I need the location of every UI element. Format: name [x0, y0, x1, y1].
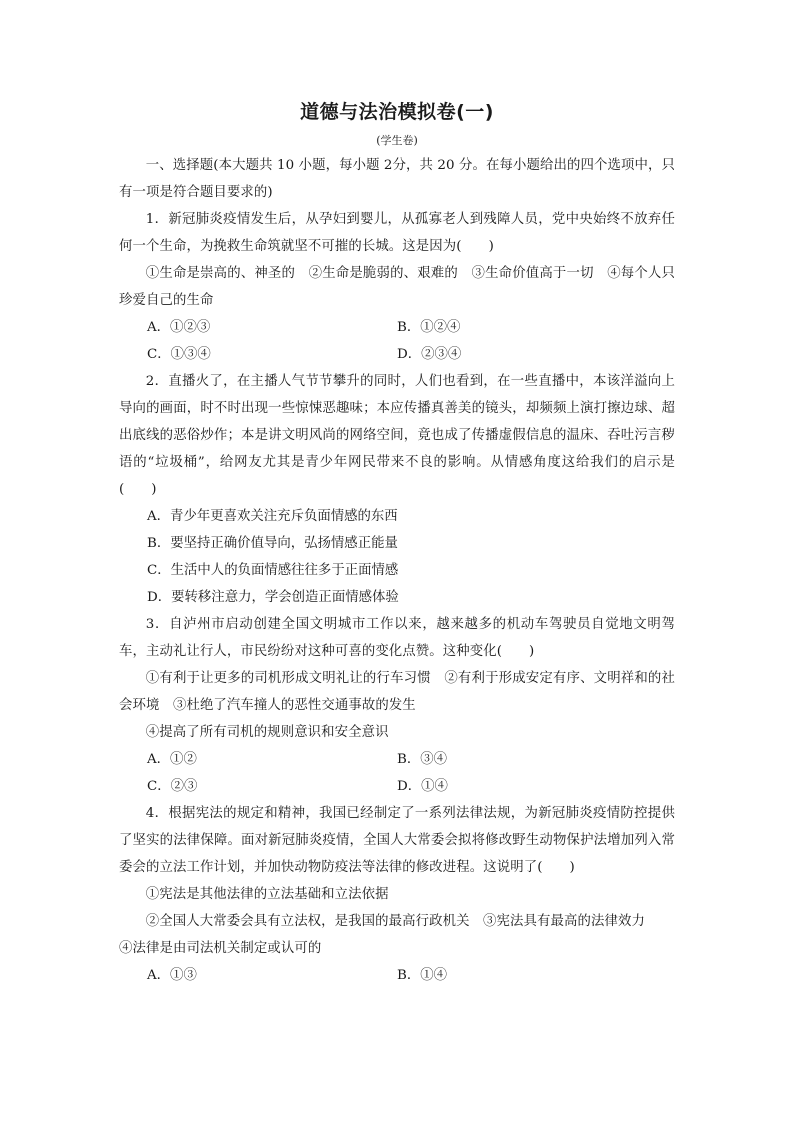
question-3-stem: 3．自泸州市启动创建全国文明城市工作以来，越来越多的机动车驾驶员自觉地文明驾车，主动礼让行人，市民纷纷对这种可喜的变化点赞。这种变化( ): [119, 617, 675, 659]
option-b[interactable]: B．要坚持正确价值导向，弘扬情感正能量: [147, 536, 398, 551]
option-b[interactable]: B．③④: [397, 752, 448, 767]
option-a[interactable]: A．①②: [147, 752, 197, 767]
page-title: 道德与法治模拟卷(一): [300, 101, 494, 123]
question-4-statements: ①宪法是其他法律的立法基础和立法依据: [145, 887, 389, 902]
question-1-options-row-1: [119, 314, 675, 341]
question-1-stem: 1．新冠肺炎疫情发生后，从孕妇到婴儿，从孤寡老人到残障人员，党中央始终不放弃任何一个生命，为挽救生命筑就坚不可摧的长城。这是因为( ): [119, 212, 675, 254]
question-2-stem: 2．直播火了，在主播人气节节攀升的同时，人们也看到，在一些直播中，本该洋溢向上导向的画面，时不时出现一些惊悚恶趣味；本应传播真善美的镜头，却频频上演打擦边球、超出底线的恶俗炒作；本是讲文明风尚的网络空间，竟也成了传播虚假信息的温床、吞吐污言秽语的“垃圾桶”，给网友尤其是青少年网民带来不良的影响。从情感角度这给我们的启示是( ): [119, 374, 675, 497]
option-c[interactable]: C．②③: [147, 779, 198, 794]
option-a[interactable]: A．青少年更喜欢关注充斥负面情感的东西: [147, 509, 398, 524]
option-b[interactable]: B．①④: [397, 968, 448, 983]
question-3-options-row-1: [119, 746, 675, 773]
option-d[interactable]: D．②③④: [397, 347, 462, 362]
question-1-options-row-2: [119, 341, 675, 368]
option-c[interactable]: C．①③④: [147, 347, 211, 362]
option-d[interactable]: D．①④: [397, 779, 448, 794]
question-3-statements: ①有利于让更多的司机形成文明礼让的行车习惯 ②有利于形成安定有序、文明祥和的社会环境 ③杜绝了汽车撞人的恶性交通事故的发生: [119, 671, 675, 713]
option-b[interactable]: B．①②④: [397, 320, 461, 335]
page-subtitle: (学生卷): [376, 134, 418, 147]
exam-page: [119, 96, 675, 989]
question-1-statements: ①生命是崇高的、神圣的 ②生命是脆弱的、艰难的 ③生命价值高于一切 ④每个人只珍爱自己的生命: [119, 266, 675, 308]
question-4-options-row-1: [119, 962, 675, 989]
question-4-stem: 4．根据宪法的规定和精神，我国已经制定了一系列法律法规，为新冠肺炎疫情防控提供了坚实的法律保障。面对新冠肺炎疫情，全国人大常委会拟将修改野生动物保护法增加列入常委会的立法工作计划，并加快动物防疫法等法律的修改进程。这说明了( ): [119, 806, 675, 875]
question-3-options-row-2: [119, 773, 675, 800]
question-3-statements-2: ④提高了所有司机的规则意识和安全意识: [145, 725, 389, 740]
option-d[interactable]: D．要转移注意力，学会创造正面情感体验: [147, 590, 399, 605]
option-c[interactable]: C．生活中人的负面情感往往多于正面情感: [147, 563, 399, 578]
section-intro: 一、选择题(本大题共 10 小题，每小题 2分，共 20 分。在每小题给出的四个选项中，只有一项是符合题目要求的): [119, 158, 675, 200]
question-4-statements-3: ④法律是由司法机关制定或认可的: [119, 941, 322, 956]
option-a[interactable]: A．①③: [147, 968, 197, 983]
option-a[interactable]: A．①②③: [147, 320, 211, 335]
question-4-statements-2: ②全国人大常委会具有立法权，是我国的最高行政机关 ③宪法具有最高的法律效力: [145, 914, 645, 929]
